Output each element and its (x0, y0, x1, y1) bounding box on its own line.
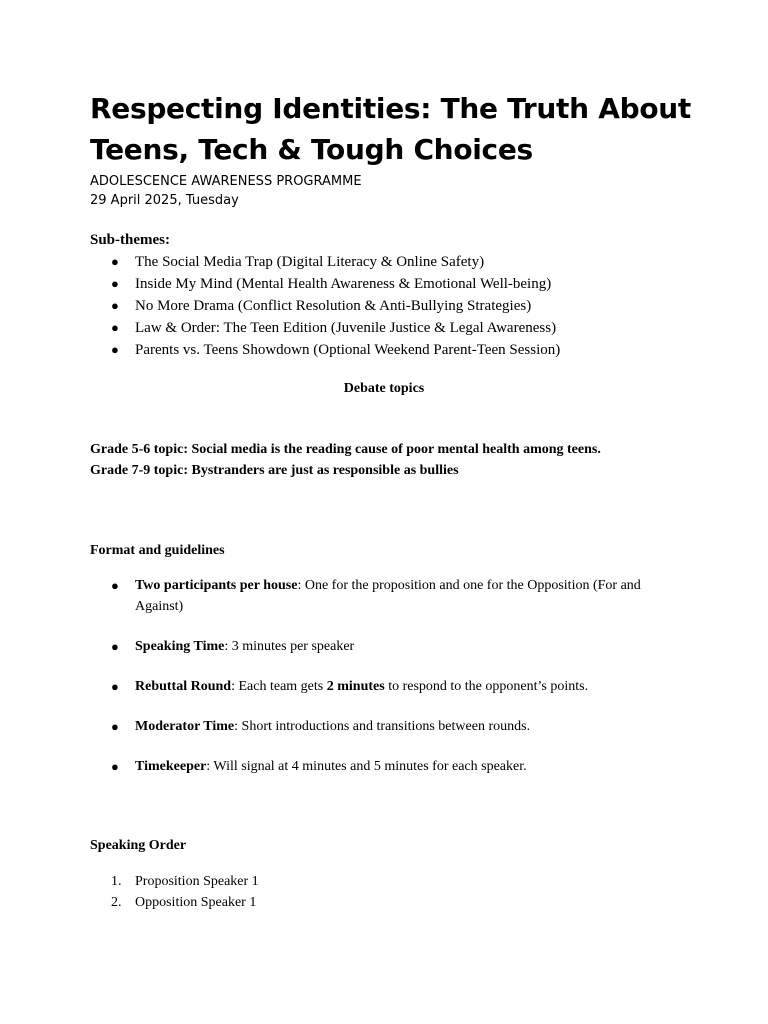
list-item: ● Rebuttal Round: Each team gets 2 minutes to respond to the opponent’s points. (90, 676, 670, 697)
list-item: ● The Social Media Trap (Digital Literacy & Online Safety) (90, 251, 690, 273)
debate-heading: Debate topics (343, 381, 425, 396)
programme-label: ADOLESCENCE AWARENESS PROGRAMME (90, 174, 362, 189)
subthemes-list (90, 251, 690, 361)
debate-topic-grade-7-9: Grade 7-9 topic: Bystranders are just as responsible as bullies (90, 463, 459, 478)
subthemes-heading: Sub-themes: (90, 232, 171, 248)
list-item: ● Law & Order: The Teen Edition (Juvenile Justice & Legal Awareness) (90, 317, 690, 339)
speaking-order-heading: Speaking Order (90, 838, 187, 853)
debate-topic-grade-5-6: Grade 5-6 topic: Social media is the reading cause of poor mental health among teens. (90, 442, 601, 457)
list-item: ● Timekeeper: Will signal at 4 minutes and 5 minutes for each speaker. (90, 756, 670, 777)
list-item: ● Two participants per house: One for the proposition and one for the Opposition (For and Against) (90, 575, 670, 617)
speaking-order-list (90, 871, 590, 913)
list-item: ● Inside My Mind (Mental Health Awareness & Emotional Well-being) (90, 273, 690, 295)
bullet-icon: ● (111, 320, 119, 335)
list-item: ● Moderator Time: Short introductions and transitions between rounds. (90, 716, 670, 737)
subthemes-section (90, 229, 690, 361)
bullet-icon: ● (111, 719, 119, 734)
format-list (90, 575, 670, 796)
bullet-icon: ● (111, 679, 119, 694)
list-item: ● No More Drama (Conflict Resolution & Anti-Bullying Strategies) (90, 295, 690, 317)
debate-topics (90, 439, 710, 481)
bullet-icon: ● (111, 342, 119, 357)
document-title: Respecting Identities: The Truth About Teens, Tech & Tough Choices (90, 92, 691, 166)
list-item: 2. Opposition Speaker 1 (111, 895, 257, 910)
event-date: 29 April 2025, Tuesday (90, 193, 239, 208)
bullet-icon: ● (111, 578, 119, 593)
bullet-icon: ● (111, 298, 119, 313)
list-item: ● Parents vs. Teens Showdown (Optional Weekend Parent-Teen Session) (90, 339, 690, 361)
format-heading: Format and guidelines (90, 543, 225, 558)
bullet-icon: ● (111, 254, 119, 269)
bullet-icon: ● (111, 759, 119, 774)
list-item: 1. Proposition Speaker 1 (111, 874, 259, 889)
bullet-icon: ● (111, 276, 119, 291)
list-item: ● Speaking Time: 3 minutes per speaker (90, 636, 670, 657)
bullet-icon: ● (111, 639, 119, 654)
